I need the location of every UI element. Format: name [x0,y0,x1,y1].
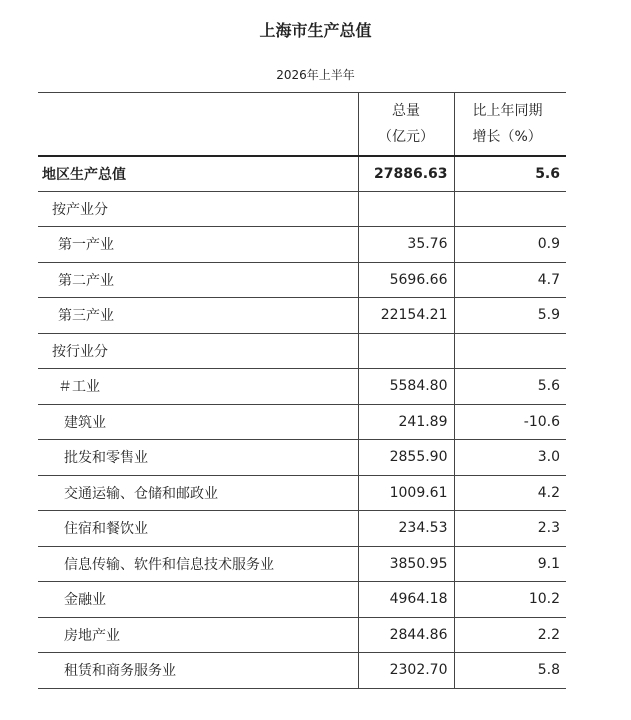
row-amount: 27886.63 [358,156,454,192]
table-row [38,475,566,511]
row-growth: 0.9 [454,227,566,263]
row-label: 租赁和商务服务业 [38,653,358,689]
row-amount: 1009.61 [358,475,454,511]
row-growth: -10.6 [454,404,566,440]
table-row-total [38,156,566,192]
row-label: 第三产业 [38,298,358,334]
row-amount: 5584.80 [358,369,454,405]
row-growth: 4.2 [454,475,566,511]
table-row [38,440,566,476]
row-label: 第一产业 [38,227,358,263]
row-label: 建筑业 [38,404,358,440]
table-row [38,404,566,440]
row-label: 信息传输、软件和信息技术服务业 [38,546,358,582]
table-row [38,369,566,405]
row-amount [358,333,454,369]
row-amount: 5696.66 [358,262,454,298]
row-growth: 4.7 [454,262,566,298]
row-growth: 5.6 [454,369,566,405]
header-amount [358,93,454,156]
gdp-table [38,92,566,689]
table-row [38,333,566,369]
row-amount: 2855.90 [358,440,454,476]
table-row [38,653,566,689]
table-row [38,191,566,227]
table-row [38,227,566,263]
row-amount: 22154.21 [358,298,454,334]
page-title: 上海市生产总值 [259,21,372,40]
row-growth: 2.2 [454,617,566,653]
row-growth: 10.2 [454,582,566,618]
period-label: 2026年上半年 [276,68,355,82]
row-growth: 5.9 [454,298,566,334]
row-label: 批发和零售业 [38,440,358,476]
table-row [38,617,566,653]
row-label: 第二产业 [38,262,358,298]
row-amount: 4964.18 [358,582,454,618]
row-label: 房地产业 [38,617,358,653]
header-amount-line1: 总量 [392,102,420,119]
row-label: ＃工业 [38,369,358,405]
row-growth: 5.6 [454,156,566,192]
table-row [38,582,566,618]
row-amount: 2302.70 [358,653,454,689]
header-amount-line2: （亿元） [378,128,434,145]
table-row [38,511,566,547]
header-growth-line1: 比上年同期 [472,102,543,119]
row-label: 交通运输、仓储和邮政业 [38,475,358,511]
row-label: 地区生产总值 [38,156,358,192]
row-growth: 3.0 [454,440,566,476]
row-amount: 3850.95 [358,546,454,582]
row-growth: 5.8 [454,653,566,689]
row-label: 金融业 [38,582,358,618]
row-amount: 234.53 [358,511,454,547]
row-growth: 9.1 [454,546,566,582]
header-growth [454,93,566,156]
header-growth-line2: 增长（%） [472,128,542,145]
table-row [38,262,566,298]
row-amount: 2844.86 [358,617,454,653]
row-amount: 241.89 [358,404,454,440]
table-header-row [38,93,566,156]
row-growth [454,333,566,369]
row-growth [454,191,566,227]
header-label [38,93,358,156]
table-row [38,298,566,334]
row-amount [358,191,454,227]
table-row [38,546,566,582]
row-label: 按产业分 [38,191,358,227]
row-label: 住宿和餐饮业 [38,511,358,547]
row-label: 按行业分 [38,333,358,369]
row-amount: 35.76 [358,227,454,263]
row-growth: 2.3 [454,511,566,547]
